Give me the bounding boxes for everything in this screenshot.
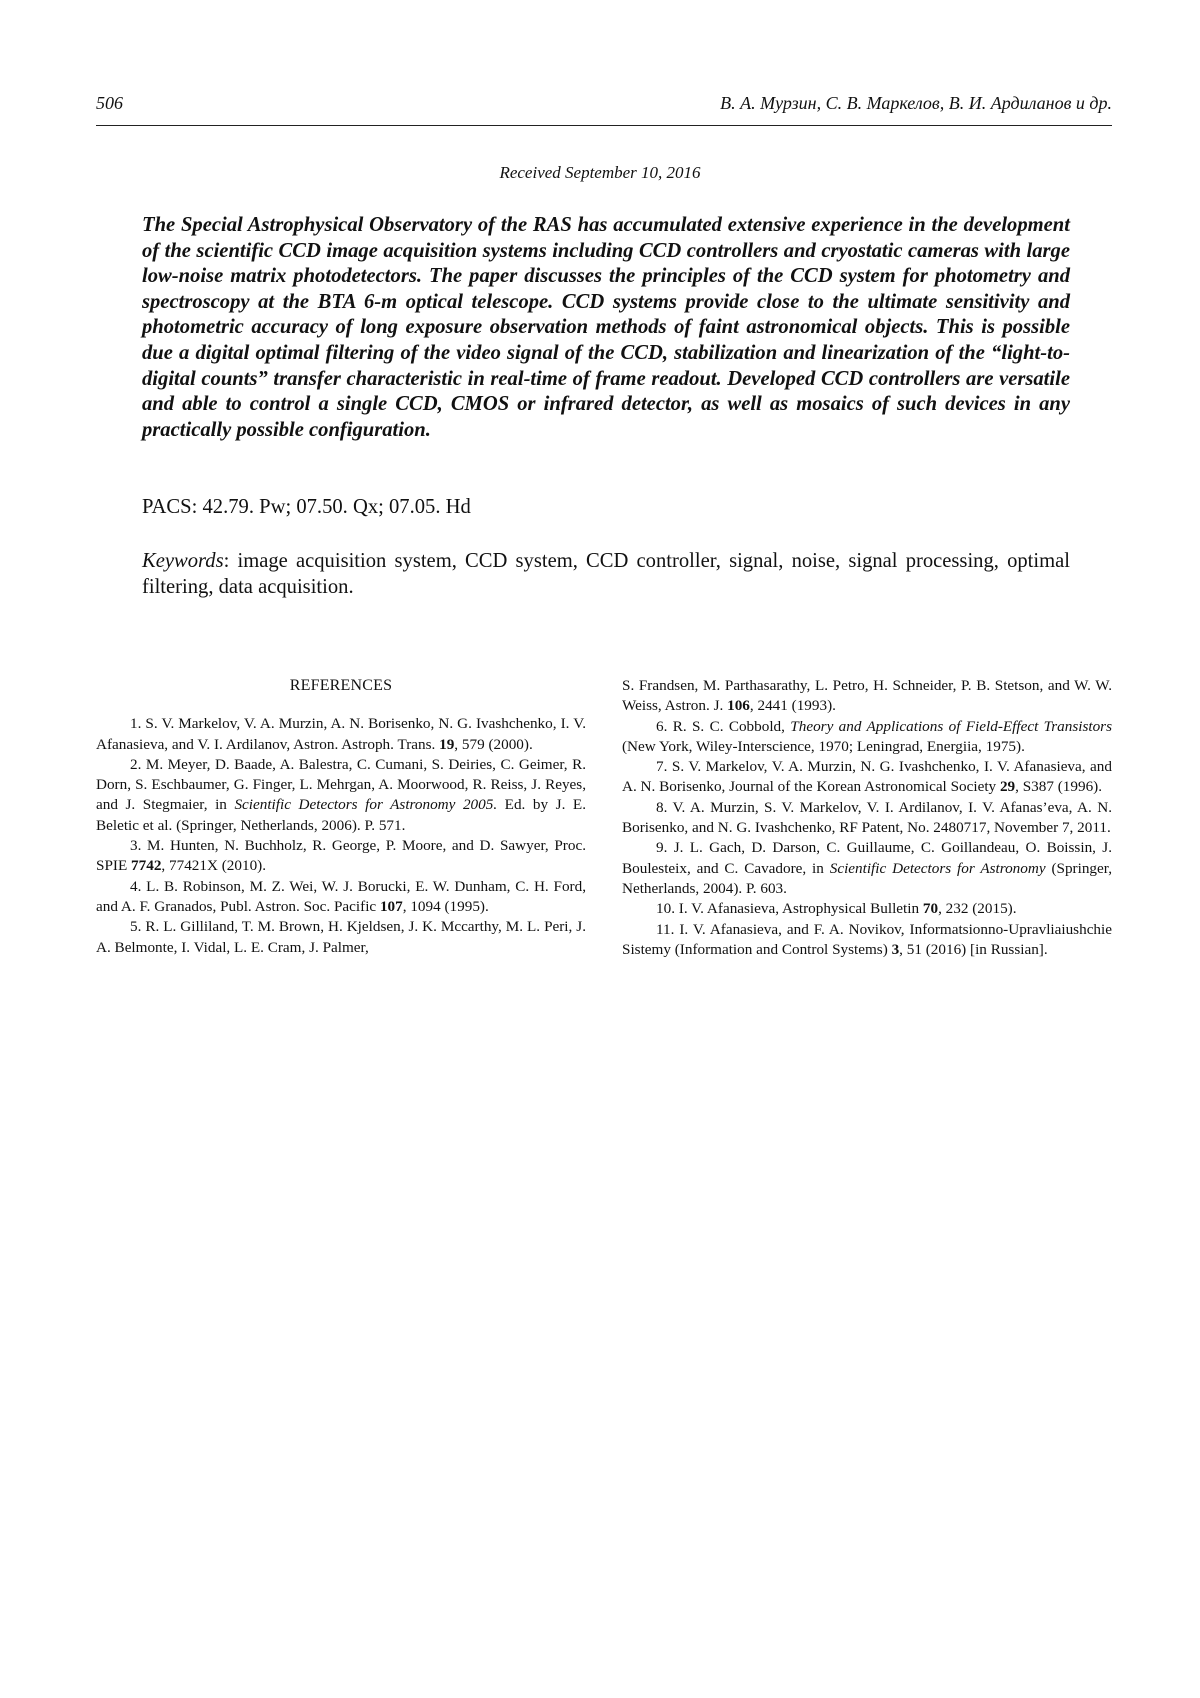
reference-3: 3. M. Hunten, N. Buchholz, R. George, P. Moore, and D. Sawyer, Proc. SPIE 7742, 77421X (2010). (96, 837, 586, 875)
keywords-text: : image acquisition system, CCD system, CCD controller, signal, noise, signal processing, optimal filtering, data acquisition. (142, 550, 1070, 598)
reference-1: 1. S. V. Markelov, V. A. Murzin, A. N. Borisenko, N. G. Ivashchenko, I. V. Afanasieva, and V. I. Ardilanov, Astron. Astroph. Trans. 19, 579 (2000). (96, 715, 586, 753)
reference-2: 2. M. Meyer, D. Baade, A. Balestra, C. Cumani, S. Deiries, C. Geimer, R. Dorn, S. Eschbaumer, G. Finger, L. Mehrgan, A. Moorwood, R. Reiss, J. Reyes, and J. Stegmaier, in Scientific Detectors for Astronomy 2005. Ed. by J. E. Beletic et al. (Springer, Netherlands, 2006). P. 571. (96, 755, 587, 834)
received-date: Received September 10, 2016 (499, 163, 701, 182)
reference-5-continued: S. Frandsen, M. Parthasarathy, L. Petro, H. Schneider, P. B. Stetson, and W. W. Weiss, Astron. J. 106, 2441 (1993). (622, 677, 1112, 715)
abstract: The Special Astrophysical Observatory of the RAS has accumulated extensive experience in the development of the scientific CCD image acquisition systems including CCD controllers and cryostatic cameras with large low-noise matrix photodetectors. The paper discusses the principles of the CCD system for photometry and spectroscopy at the BTA 6-m optical telescope. CCD systems provide close to the ultimate sensitivity and photometric accuracy of long exposure observation methods of faint astronomical objects. This is possible due a digital optimal filtering of the video signal of the CCD, stabilization and linearization of the “light-to-digital counts” transfer characteristic in real-time of frame readout. Developed CCD controllers are versatile and able to control a single CCD, CMOS or infrared detector, as well as mosaics of such devices in any practically possible configuration. (142, 214, 1070, 441)
header-divider (96, 125, 1112, 126)
reference-7: 7. S. V. Markelov, V. A. Murzin, N. G. Ivashchenko, I. V. Afanasieva, and A. N. Borisenko, Journal of the Korean Astronomical Society 29, S387 (1996). (622, 758, 1112, 796)
keywords (142, 548, 1070, 600)
reference-10: 10. I. V. Afanasieva, Astrophysical Bulletin 70, 232 (2015). (656, 900, 1017, 918)
keywords-label: Keywords (142, 550, 224, 572)
references-column-left (96, 676, 586, 958)
pacs-codes: PACS: 42.79. Pw; 07.50. Qx; 07.05. Hd (142, 496, 471, 518)
reference-9: 9. J. L. Gach, D. Darson, C. Guillaume, C. Goillandeau, O. Boissin, J. Boulesteix, and C. Cavadore, in Scientific Detectors for Astronomy (Springer, Netherlands, 2004). P. 603. (622, 839, 1112, 897)
running-header (96, 93, 1112, 114)
page-number: 506 (96, 93, 123, 113)
running-authors: В. А. Мурзин, С. В. Маркелов, В. И. Ардиланов и др. (720, 93, 1112, 113)
reference-11: 11. I. V. Afanasieva, and F. A. Novikov, Informatsionno-Upravliaiushchie Sistemy (Information and Control Systems) 3, 51 (2016) [in Russian]. (622, 920, 1112, 958)
references-column-right (622, 676, 1112, 960)
reference-5: 5. R. L. Gilliland, T. M. Brown, H. Kjeldsen, J. K. Mccarthy, M. L. Peri, J. A. Belmonte, I. Vidal, L. E. Cram, J. Palmer, (96, 918, 586, 956)
reference-4: 4. L. B. Robinson, M. Z. Wei, W. J. Borucki, E. W. Dunham, C. H. Ford, and A. F. Granados, Publ. Astron. Soc. Pacific 107, 1094 (1995). (96, 877, 586, 915)
reference-6: 6. R. S. C. Cobbold, Theory and Applications of Field-Effect Transistors (New York, Wiley-Interscience, 1970; Leningrad, Energiia, 1975). (622, 717, 1113, 755)
reference-8: 8. V. A. Murzin, S. V. Markelov, V. I. Ardilanov, I. V. Afanas’eva, A. N. Borisenko, and N. G. Ivashchenko, RF Patent, No. 2480717, November 7, 2011. (622, 798, 1112, 837)
references-heading: REFERENCES (289, 677, 393, 694)
